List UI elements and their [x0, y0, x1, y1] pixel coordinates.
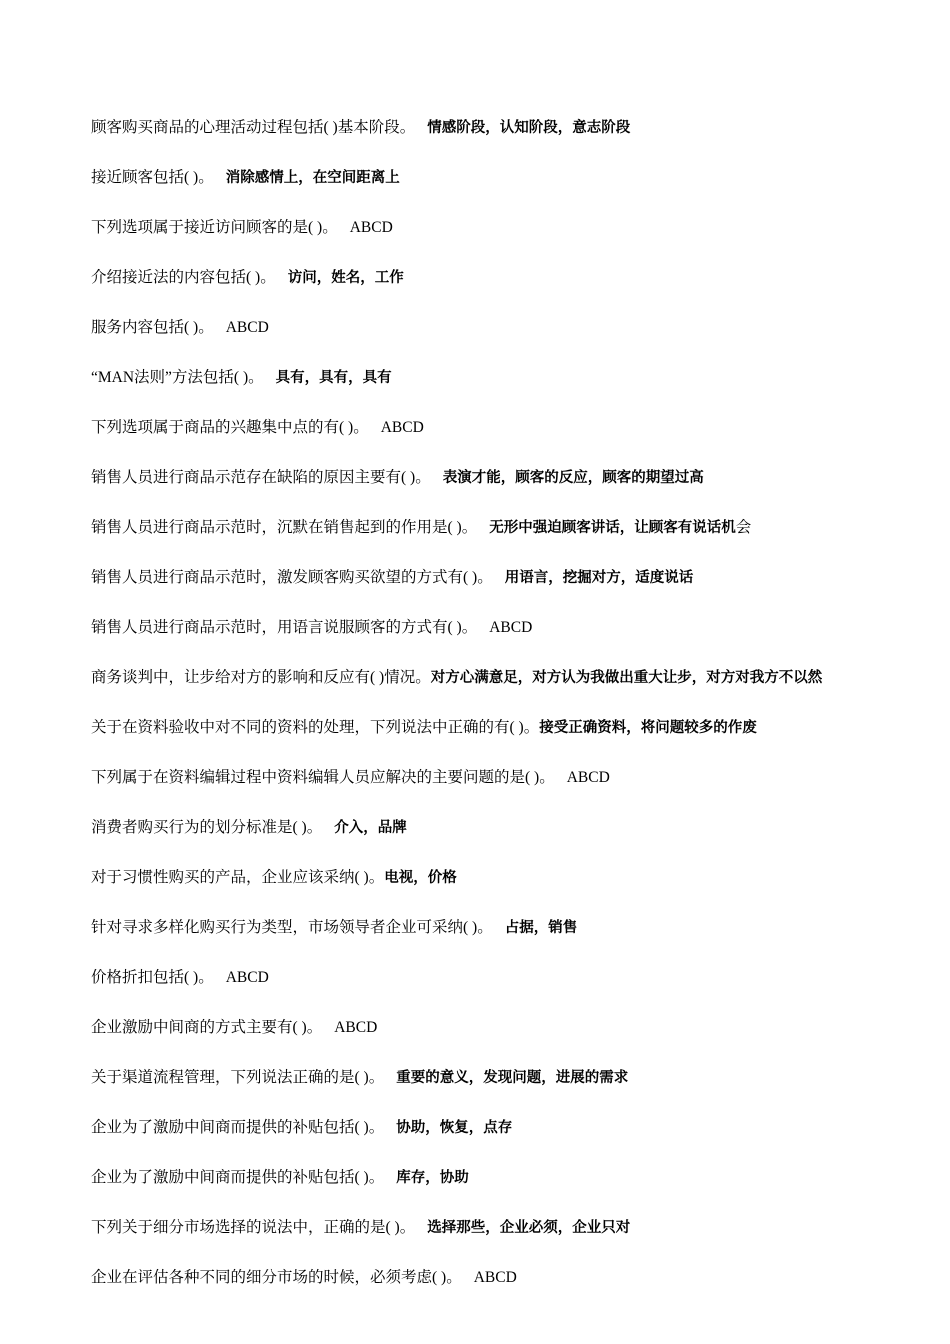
qa-item	[91, 416, 887, 440]
answer-text: 介入，品牌	[334, 820, 407, 836]
question-text: 企业为了激励中间商而提供的补贴包括( )。	[91, 1169, 385, 1186]
answer-text: 对方心满意足，对方认为我做出重大让步，对方对我方不以然	[430, 670, 823, 686]
qa-item	[91, 916, 887, 940]
qa-item	[91, 716, 887, 740]
answer-text: ABCD	[473, 1269, 517, 1286]
qa-item	[91, 866, 887, 890]
qa-item	[91, 466, 887, 490]
question-text: 企业在评估各种不同的细分市场的时候，必须考虑( )。	[91, 1269, 462, 1286]
answer-text: ABCD	[225, 319, 269, 336]
qa-item	[91, 816, 887, 840]
question-text: 下列关于细分市场选择的说法中，正确的是( )。	[91, 1219, 416, 1236]
answer-text: 无形中强迫顾客讲话，让顾客有说话机	[489, 520, 736, 536]
question-answer-list	[91, 116, 887, 1316]
qa-item	[91, 1266, 887, 1290]
answer-text: ABCD	[334, 1019, 378, 1036]
qa-item	[91, 766, 887, 790]
question-text: 下列选项属于接近访问顾客的是( )。	[91, 219, 338, 236]
question-text: 销售人员进行商品示范时，激发顾客购买欲望的方式有( )。	[91, 569, 493, 586]
question-text: 介绍接近法的内容包括( )。	[91, 269, 276, 286]
qa-item	[91, 966, 887, 990]
question-text: 关于在资料验收中对不同的资料的处理，下列说法中正确的有( )。	[91, 719, 540, 736]
answer-tail-text: 会	[735, 519, 752, 536]
question-text: 顾客购买商品的心理活动过程包括( )基本阶段。	[91, 119, 416, 136]
answer-text: 情感阶段，认知阶段，意志阶段	[427, 120, 631, 136]
question-text: 价格折扣包括( )。	[91, 969, 214, 986]
qa-item	[91, 616, 887, 640]
question-text: 销售人员进行商品示范存在缺陷的原因主要有( )。	[91, 469, 431, 486]
answer-text: 选择那些，企业必须，企业只对	[427, 1220, 631, 1236]
qa-item	[91, 1166, 887, 1190]
qa-item	[91, 266, 887, 290]
qa-item	[91, 166, 887, 190]
answer-text: ABCD	[566, 769, 610, 786]
qa-item	[91, 116, 887, 140]
qa-item	[91, 516, 887, 540]
answer-text: ABCD	[225, 969, 269, 986]
question-text: 服务内容包括( )。	[91, 319, 214, 336]
answer-text: 消除感情上，在空间距离上	[225, 170, 400, 186]
qa-item	[91, 1066, 887, 1090]
question-text: 销售人员进行商品示范时，沉默在销售起到的作用是( )。	[91, 519, 478, 536]
qa-item	[91, 216, 887, 240]
answer-text: ABCD	[380, 419, 424, 436]
answer-text: 具有，具有，具有	[275, 370, 392, 386]
answer-text: 协助，恢复，点存	[396, 1120, 513, 1136]
qa-item	[91, 566, 887, 590]
question-text: 销售人员进行商品示范时，用语言说服顾客的方式有( )。	[91, 619, 478, 636]
answer-text: 表演才能，顾客的反应，顾客的期望过高	[442, 470, 704, 486]
answer-text: 占据，销售	[504, 920, 578, 936]
answer-text: ABCD	[489, 619, 533, 636]
qa-item	[91, 1016, 887, 1040]
question-text: 商务谈判中，让步给对方的影响和反应有( )情况。	[91, 669, 431, 686]
answer-text: 用语言，挖掘对方，适度说话	[504, 570, 694, 586]
answer-text: 库存，协助	[396, 1170, 469, 1186]
qa-item	[91, 1116, 887, 1140]
question-text: 消费者购买行为的划分标准是( )。	[91, 819, 323, 836]
question-text: “MAN法则”方法包括( )。	[91, 369, 264, 386]
question-text: 下列属于在资料编辑过程中资料编辑人员应解决的主要问题的是( )。	[91, 769, 555, 786]
answer-text: 接受正确资料，将问题较多的作废	[539, 720, 757, 736]
answer-text: ABCD	[349, 219, 393, 236]
qa-item	[91, 366, 887, 390]
qa-item	[91, 666, 887, 690]
answer-text: 访问，姓名，工作	[287, 270, 404, 286]
question-text: 关于渠道流程管理，下列说法正确的是( )。	[91, 1069, 385, 1086]
answer-text: 电视，价格	[384, 870, 457, 886]
qa-item	[91, 1216, 887, 1240]
question-text: 对于习惯性购买的产品，企业应该采纳( )。	[91, 869, 385, 886]
question-text: 企业为了激励中间商而提供的补贴包括( )。	[91, 1119, 385, 1136]
question-text: 下列选项属于商品的兴趣集中点的有( )。	[91, 419, 369, 436]
question-text: 接近顾客包括( )。	[91, 169, 214, 186]
question-text: 针对寻求多样化购买行为类型，市场领导者企业可采纳( )。	[91, 919, 493, 936]
answer-text: 重要的意义，发现问题，进展的需求	[396, 1070, 629, 1086]
question-text: 企业激励中间商的方式主要有( )。	[91, 1019, 323, 1036]
qa-item	[91, 316, 887, 340]
